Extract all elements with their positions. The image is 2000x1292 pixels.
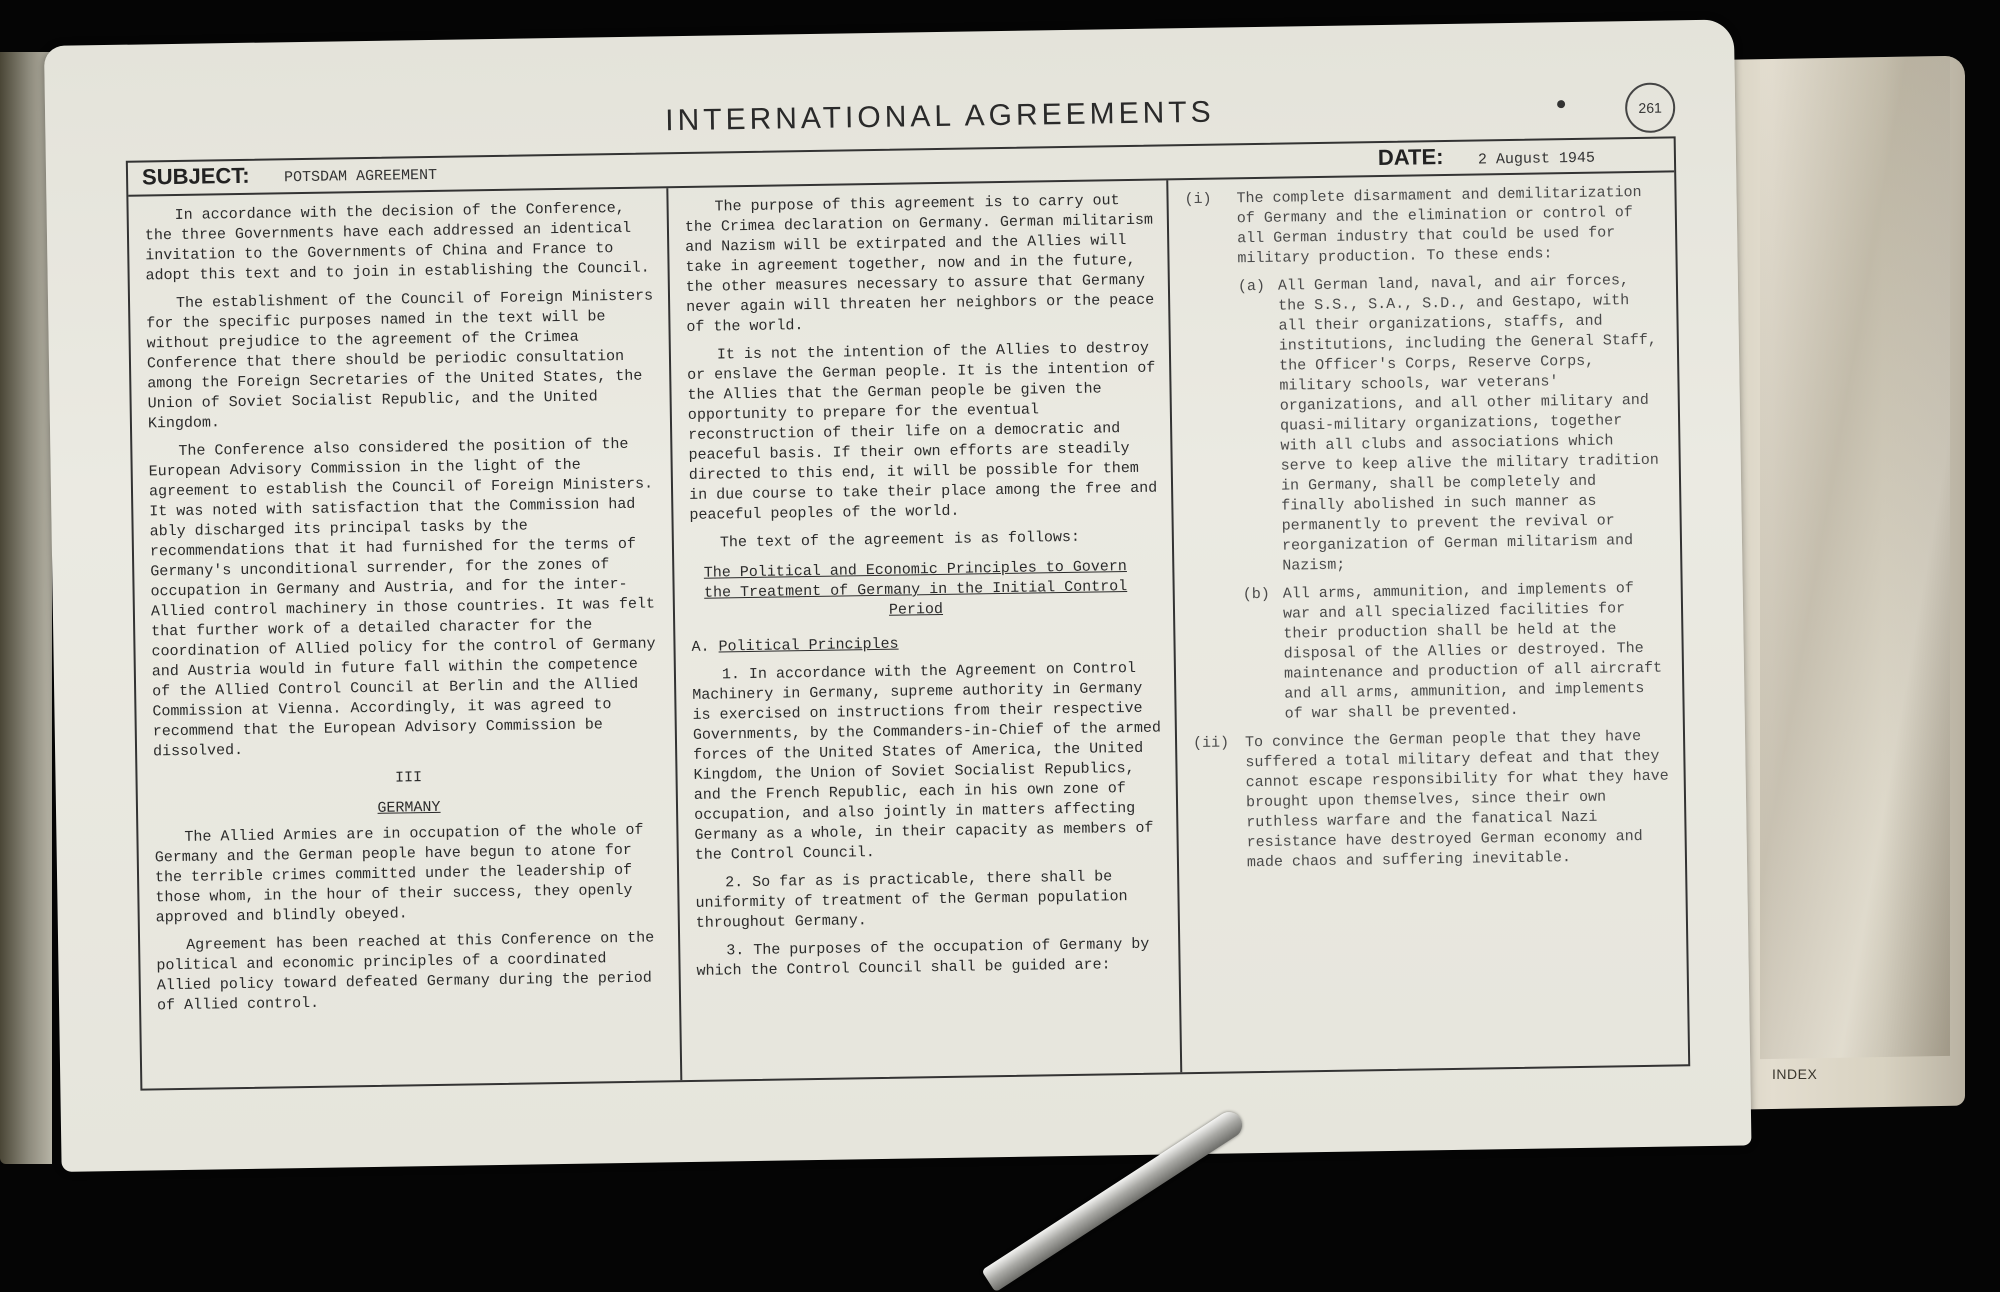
paragraph: The text of the agreement is as follows: — [719, 528, 1081, 552]
paragraph: 1. In accordance with the Agreement on Control Machinery in Germany, supreme authority in Germany is exercised on instructions from their respective Governments, by the Commanders-in-Chief of the armed forces of the United States of America, the United Kingdom, the Union of Soviet Socialist Republics, and the French Republic, each in his own zone of occupation, and also jointly in matters affecting Germany as a whole, in their capacity as members of the Control Council. — [692, 659, 1162, 864]
subheading — [691, 631, 1161, 658]
sub-list-item — [1238, 271, 1669, 578]
item-text: All arms, ammunition, and implements of war and all specialized facilities for their production shall be held at the disposal of the Allies or destroyed. The maintenance and production of all aircraft and all arms, ammunition, and implements of war shall be prevented. — [1282, 580, 1663, 723]
paragraph: The establishment of the Council of Foreign Ministers for the specific purposes named in the text will be without prejudice to the agreement of the Crimea Conference that there should be periodic consultation among the Foreign Secretaries of the United States, the Union of Soviet Socialist Republic, and the United Kingdom. — [146, 287, 654, 433]
ink-dot — [1557, 100, 1565, 108]
item-marker: (ii) — [1192, 734, 1230, 753]
subheading-marker: A. — [691, 638, 710, 656]
section-number: III — [394, 769, 423, 787]
text-column-3 — [1168, 172, 1688, 1072]
previous-page-edge — [0, 52, 52, 1164]
date-label: DATE: — [1377, 144, 1444, 171]
paragraph: The Allied Armies are in occupation of the whole of Germany and the German people have begun to atone for the terrible crimes committed under the leadership of those whom, in the hour of their success, they openly approved and blindly obeyed. — [154, 821, 644, 927]
paragraph: 3. The purposes of the occupation of Germany by which the Control Council shall be guided are: — [696, 935, 1150, 980]
list-item — [1184, 183, 1663, 270]
page-number-circle: 261 — [1625, 82, 1676, 133]
item-text: The complete disarmament and demilitarization of Germany and the elimination or control of all German industry that could be used for military production. To these ends: — [1236, 183, 1642, 268]
item-text: To convince the German people that they have suffered a total military defeat and that they cannot escape responsibility for what they have brought upon themselves, since their own ruthless warfare and the fanatical Nazi resistance have destroyed German economy and made chaos and suffering inevitable. — [1244, 727, 1669, 872]
sub-list-item — [1243, 579, 1671, 726]
document-page — [44, 19, 1751, 1171]
paragraph: 2. So far as is practicable, there shall be uniformity of treatment of the German population throughout Germany. — [695, 868, 1128, 932]
section-title: GERMANY — [377, 798, 441, 817]
paragraph: It is not the intention of the Allies to destroy or enslave the German people. It is the intention of the Allies that the German people be given the opportunity to prepare for the eventual reconstruction of their life on a democratic and peaceful basis. If their own efforts are steadily directed to this end, it will be possible for them in due course to take their place among the free and peaceful peoples of the world. — [687, 339, 1158, 524]
paragraph: Agreement has been reached at this Conference on the political and economic principles of a coordinated Allied policy toward defeated Germany during the period of Allied control. — [156, 929, 655, 1015]
item-marker: (i) — [1184, 190, 1212, 209]
page-fold-shadow — [1760, 56, 1950, 1059]
subject-value: POTSDAM AGREEMENT — [283, 166, 438, 187]
text-column-1 — [128, 188, 682, 1088]
paragraph: The Conference also considered the position of the European Advisory Commission in the light of the agreement to establish the Council of Foreign Ministers. It was noted with satisfaction that the Commission had ably discharged its principal tasks by the recommendations that it had furnished for the terms of Germany's unconditional surrender, for the zones of occupation in Germany and Austria, and for the inter-Allied control machinery in those countries. It was felt that further work of a detailed character for the coordination of Allied policy for the control of Germany and Austria would in future fall within the competence of the Allied Control Council at Berlin and the Allied Commission at Vienna. Accordingly, it was agreed to recommend that the European Advisory Commission be dissolved. — [148, 435, 656, 761]
agreement-heading: The Political and Economic Principles to Govern the Treatment of Germany in the Initial Control Period — [703, 558, 1128, 619]
form-box — [126, 136, 1690, 1090]
list-item — [1193, 727, 1673, 874]
item-marker: (a) — [1237, 277, 1266, 296]
paragraph: In accordance with the decision of the Conference, the three Governments have each addressed an identical invitation to the Governments of China and France to adopt this text and to join in establishing the Council. — [144, 199, 650, 285]
date-value: 2 August 1945 — [1477, 149, 1596, 169]
item-marker: (b) — [1242, 585, 1270, 604]
paragraph: The purpose of this agreement is to carry out the Crimea declaration on Germany. German militarism and Nazism will be extirpated and the Allies will take in agreement together, now and in the future, the other measures necessary to assure that Germany never again will threaten her neighbors or the peace of the world. — [684, 192, 1155, 336]
item-text: All German land, naval, and air forces, the S.S., S.A., S.D., and Gestapo, with all their organizations, staffs, and institutions, including the General Staff, the Officer's Corps, Reserve Corps, military schools, war veterans' organizations, and all other military and quasi-military organizations, together with all clubs and associations which serve to keep alive the military tradition in Germany, shall be completely and finally abolished in such manner as permanently to prevent the revival or reorganization of German militarism and Nazism; — [1277, 272, 1659, 575]
page-title: INTERNATIONAL AGREEMENTS — [664, 95, 1215, 138]
subheading-title: Political Principles — [718, 635, 899, 656]
subject-label: SUBJECT: — [141, 162, 250, 190]
text-column-2 — [668, 180, 1182, 1080]
index-tab[interactable]: INDEX — [1772, 1066, 1818, 1082]
